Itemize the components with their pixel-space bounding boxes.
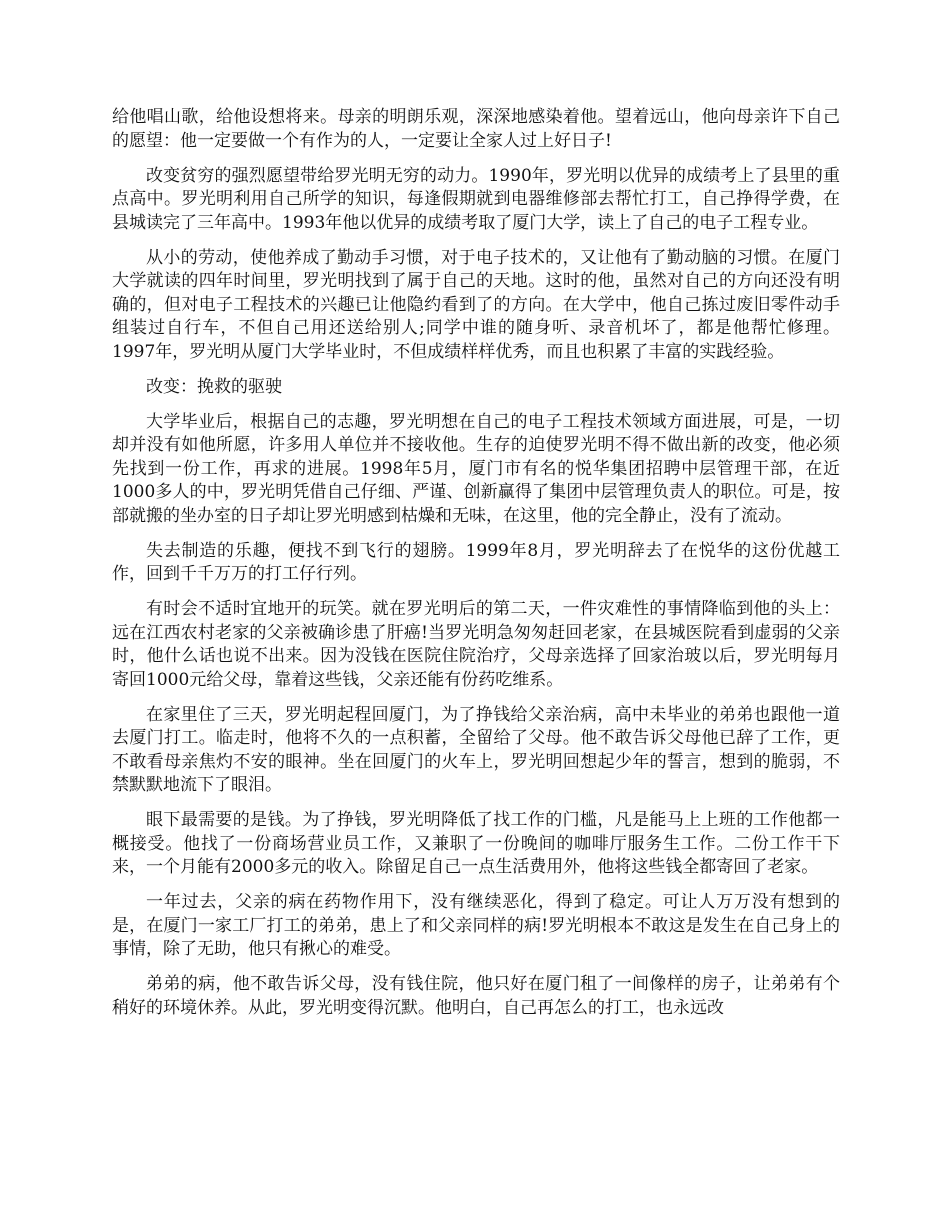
section-heading: 改变：挽救的驱驶: [146, 376, 282, 397]
paragraph: 改变贫穷的强烈愿望带给罗光明无穷的动力。1990年，罗光明以优异的成绩考上了县里的重点高中。罗光明利用自己所学的知识，每逢假期就到电器维修部去帮忙打工，自己挣得学费，在县城读完了三年高中。1993年他以优异的成绩考取了厦门大学，读上了自己的电子工程专业。: [112, 165, 840, 233]
paragraph: 在家里住了三天，罗光明起程回厦门，为了挣钱给父亲治病，高中未毕业的弟弟也跟他一道去厦门打工。临走时，他将不久的一点积蓄，全留给了父母。他不敢告诉父母他已辞了工作，更不敢看母亲焦灼不安的眼神。坐在回厦门的火车上，罗光明回想起少年的誓言，想到的脆弱，不禁默默地流下了眼泪。: [112, 704, 840, 795]
paragraph: 从小的劳动，使他养成了勤动手习惯，对于电子技术的，又让他有了勤动脑的习惯。在厦门大学就读的四年时间里，罗光明找到了属于自己的天地。这时的他，虽然对自己的方向还没有明确的，但对电子工程技术的兴趣已让他隐约看到了的方向。在大学中，他自己拣过废旧零件动手组装过自行车，不但自己用还送给别人;同学中谁的随身听、录音机坏了，都是他帮忙修理。1997年，罗光明从厦门大学毕业时，不但成绩样样优秀，而且也积累了丰富的实践经验。: [112, 247, 840, 362]
paragraph: 一年过去，父亲的病在药物作用下，没有继续恶化，得到了稳定。可让人万万没有想到的是，在厦门一家工厂打工的弟弟，患上了和父亲同样的病!罗光明根本不敢这是发生在自己身上的事情，除了无助，他只有揪心的难受。: [112, 892, 840, 959]
paragraph: 给他唱山歌，给他设想将来。母亲的明朗乐观，深深地感染着他。望着远山，他向母亲许下自己的愿望：他一定要做一个有作为的人，一定要让全家人过上好日子!: [112, 107, 840, 151]
paragraph: 有时会不适时宜地开的玩笑。就在罗光明后的第二天，一件灾难性的事情降临到他的头上：远在江西农村老家的父亲被确诊患了肝癌!当罗光明急匆匆赶回老家，在县城医院看到虚弱的父亲时，他什么话也说不出来。因为没钱在医院住院治疗，父母亲选择了回家治玻以后，罗光明每月寄回1000元给父母，靠着这些钱，父亲还能有份药吃维系。: [112, 599, 840, 690]
document-page: [112, 106, 840, 1032]
paragraph: 弟弟的病，他不敢告诉父母，没有钱住院，他只好在厦门租了一间像样的房子，让弟弟有个稍好的环境休养。从此，罗光明变得沉默。他明白，自己再怎么的打工，也永远改: [112, 974, 840, 1018]
paragraph: 眼下最需要的是钱。为了挣钱，罗光明降低了找工作的门槛，凡是能马上上班的工作他都一概接受。他找了一份商场营业员工作，又兼职了一份晚间的咖啡厅服务生工作。二份工作干下来，一个月能有2000多元的收入。除留足自己一点生活费用外，他将这些钱全都寄回了老家。: [112, 810, 840, 877]
paragraph: 失去制造的乐趣，便找不到飞行的翅膀。1999年8月，罗光明辞去了在悦华的这份优越工作，回到千千万万的打工仔行列。: [112, 540, 840, 584]
paragraph: 大学毕业后，根据自己的志趣，罗光明想在自己的电子工程技术领域方面进展，可是，一切却并没有如他所愿，许多用人单位并不接收他。生存的迫使罗光明不得不做出新的改变，他必须先找到一份工作，再求的进展。1998年5月，厦门市有名的悦华集团招聘中层管理干部，在近1000多人的中，罗光明凭借自己仔细、严谨、创新赢得了集团中层管理负责人的职位。可是，按部就搬的坐办室的日子却让罗光明感到枯燥和无味，在这里，他的完全静止，没有了流动。: [112, 411, 840, 526]
